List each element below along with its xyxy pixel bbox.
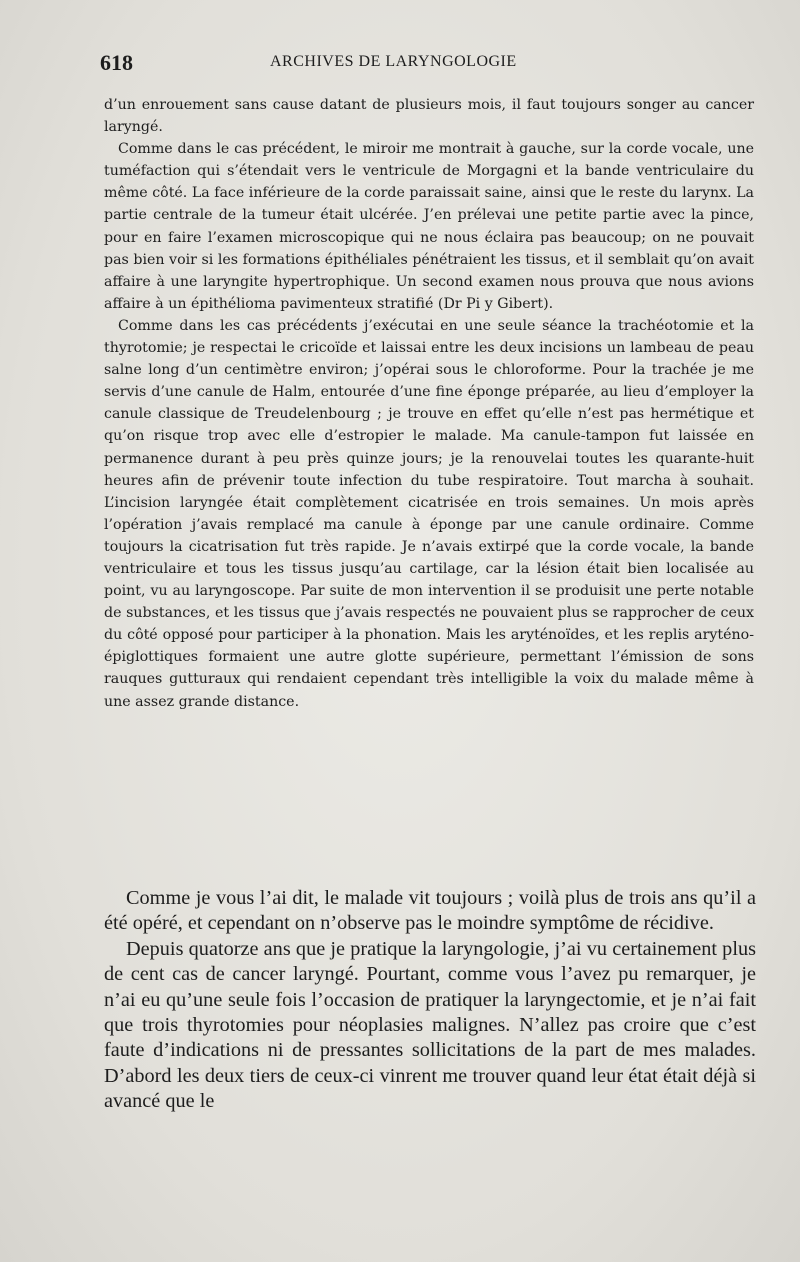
paragraph-experience: Depuis quatorze ans que je pratique la laryngologie, j’ai vu certainement plus de cent cas de cancer laryngé. Pourtant, comme vous l’avez pu remarquer, je n’ai eu qu’une seule fois l’occasion de pratiquer la laryngectomie, et je n’ai fait que trois thyrotomies pour néoplasies malignes. N’allez pas croire que c’est faute d’indications ni de pressantes sollicitations de la part de mes malades. D’abord les deux tiers de ceux-ci vinrent me trouver quand leur état était déjà si avancé que le	[104, 937, 756, 1113]
paragraph-examination: Comme dans le cas précédent, le miroir me montrait à gauche, sur la corde vocale, une tuméfaction qui s’étendait vers le ventricule de Morgagni et la bande ventriculaire du même côté. La face inférieure de la corde paraissait saine, ainsi que le reste du larynx. La partie centrale de la tumeur était ulcérée. J’en prélevai une petite partie avec la pince, pour en faire l’examen microscopique qui ne nous éclaira pas beaucoup; on ne pouvait pas bien voir si les formations épithéliales pénétraient les tissus, et il semblait qu’on avait affaire à une laryngite hypertrophique. Un second examen nous prouva que nous avions affaire à un épithélioma pavimenteux stratifié (Dr Pi y Gibert).	[104, 141, 754, 312]
page-header	[100, 50, 760, 78]
large-print-section	[104, 886, 756, 1115]
paragraph-outcome: Comme je vous l’ai dit, le malade vit toujours ; voilà plus de trois ans qu’il a été opéré, et cependant on n’observe pas le moindre symptôme de récidive.	[104, 887, 756, 935]
paragraph-continuation: d’un enrouement sans cause datant de plusieurs mois, il faut toujours songer au cancer laryngé.	[104, 97, 754, 136]
paragraph-operation: Comme dans les cas précédents j’exécutai en une seule séance la trachéotomie et la thyrotomie; je respectai le cricoïde et laissai entre les deux incisions un lambeau de peau salne long d’un centimètre environ; j’opérai sous le chloroforme. Pour la trachée je me servis d’une canule de Halm, entourée d’une fine éponge préparée, au lieu d’employer la canule classique de Treudelenbourg ; je trouve en effet qu’elle n’est pas hermétique et qu’on risque trop avec elle d’estropier le malade. Ma canule-tampon fut laissée en permanence durant à peu près quinze jours; je la renouvelai toutes les quarante-huit heures afin de prévenir toute infection du tube respiratoire. Tout marcha à souhait. L’incision laryngée était complètement cicatrisée en trois semaines. Un mois après l’opération j’avais remplacé ma canule à éponge par une canule ordinaire. Comme toujours la cicatrisation fut très rapide. Je n’avais extirpé que la corde vocale, la bande ventriculaire et tous les tissus jusqu’au cartilage, car la lésion était bien localisée au point, vu au laryngoscope. Par suite de mon intervention il se produisit une perte notable de substances, et les tissus que j’avais respectés ne pouvaient plus se rapprocher de ceux du côté opposé pour participer à la phonation. Mais les aryténoïdes, et les replis aryténo-épiglottiques formaient une autre glotte supérieure, permettant l’émission de sons rauques gutturaux qui rendaient cependant très intelligible la voix du malade même à une assez grande distance.	[104, 317, 754, 710]
running-head: ARCHIVES DE LARYNGOLOGIE	[270, 53, 517, 70]
page-number: 618	[100, 50, 133, 75]
small-print-section	[104, 94, 754, 713]
